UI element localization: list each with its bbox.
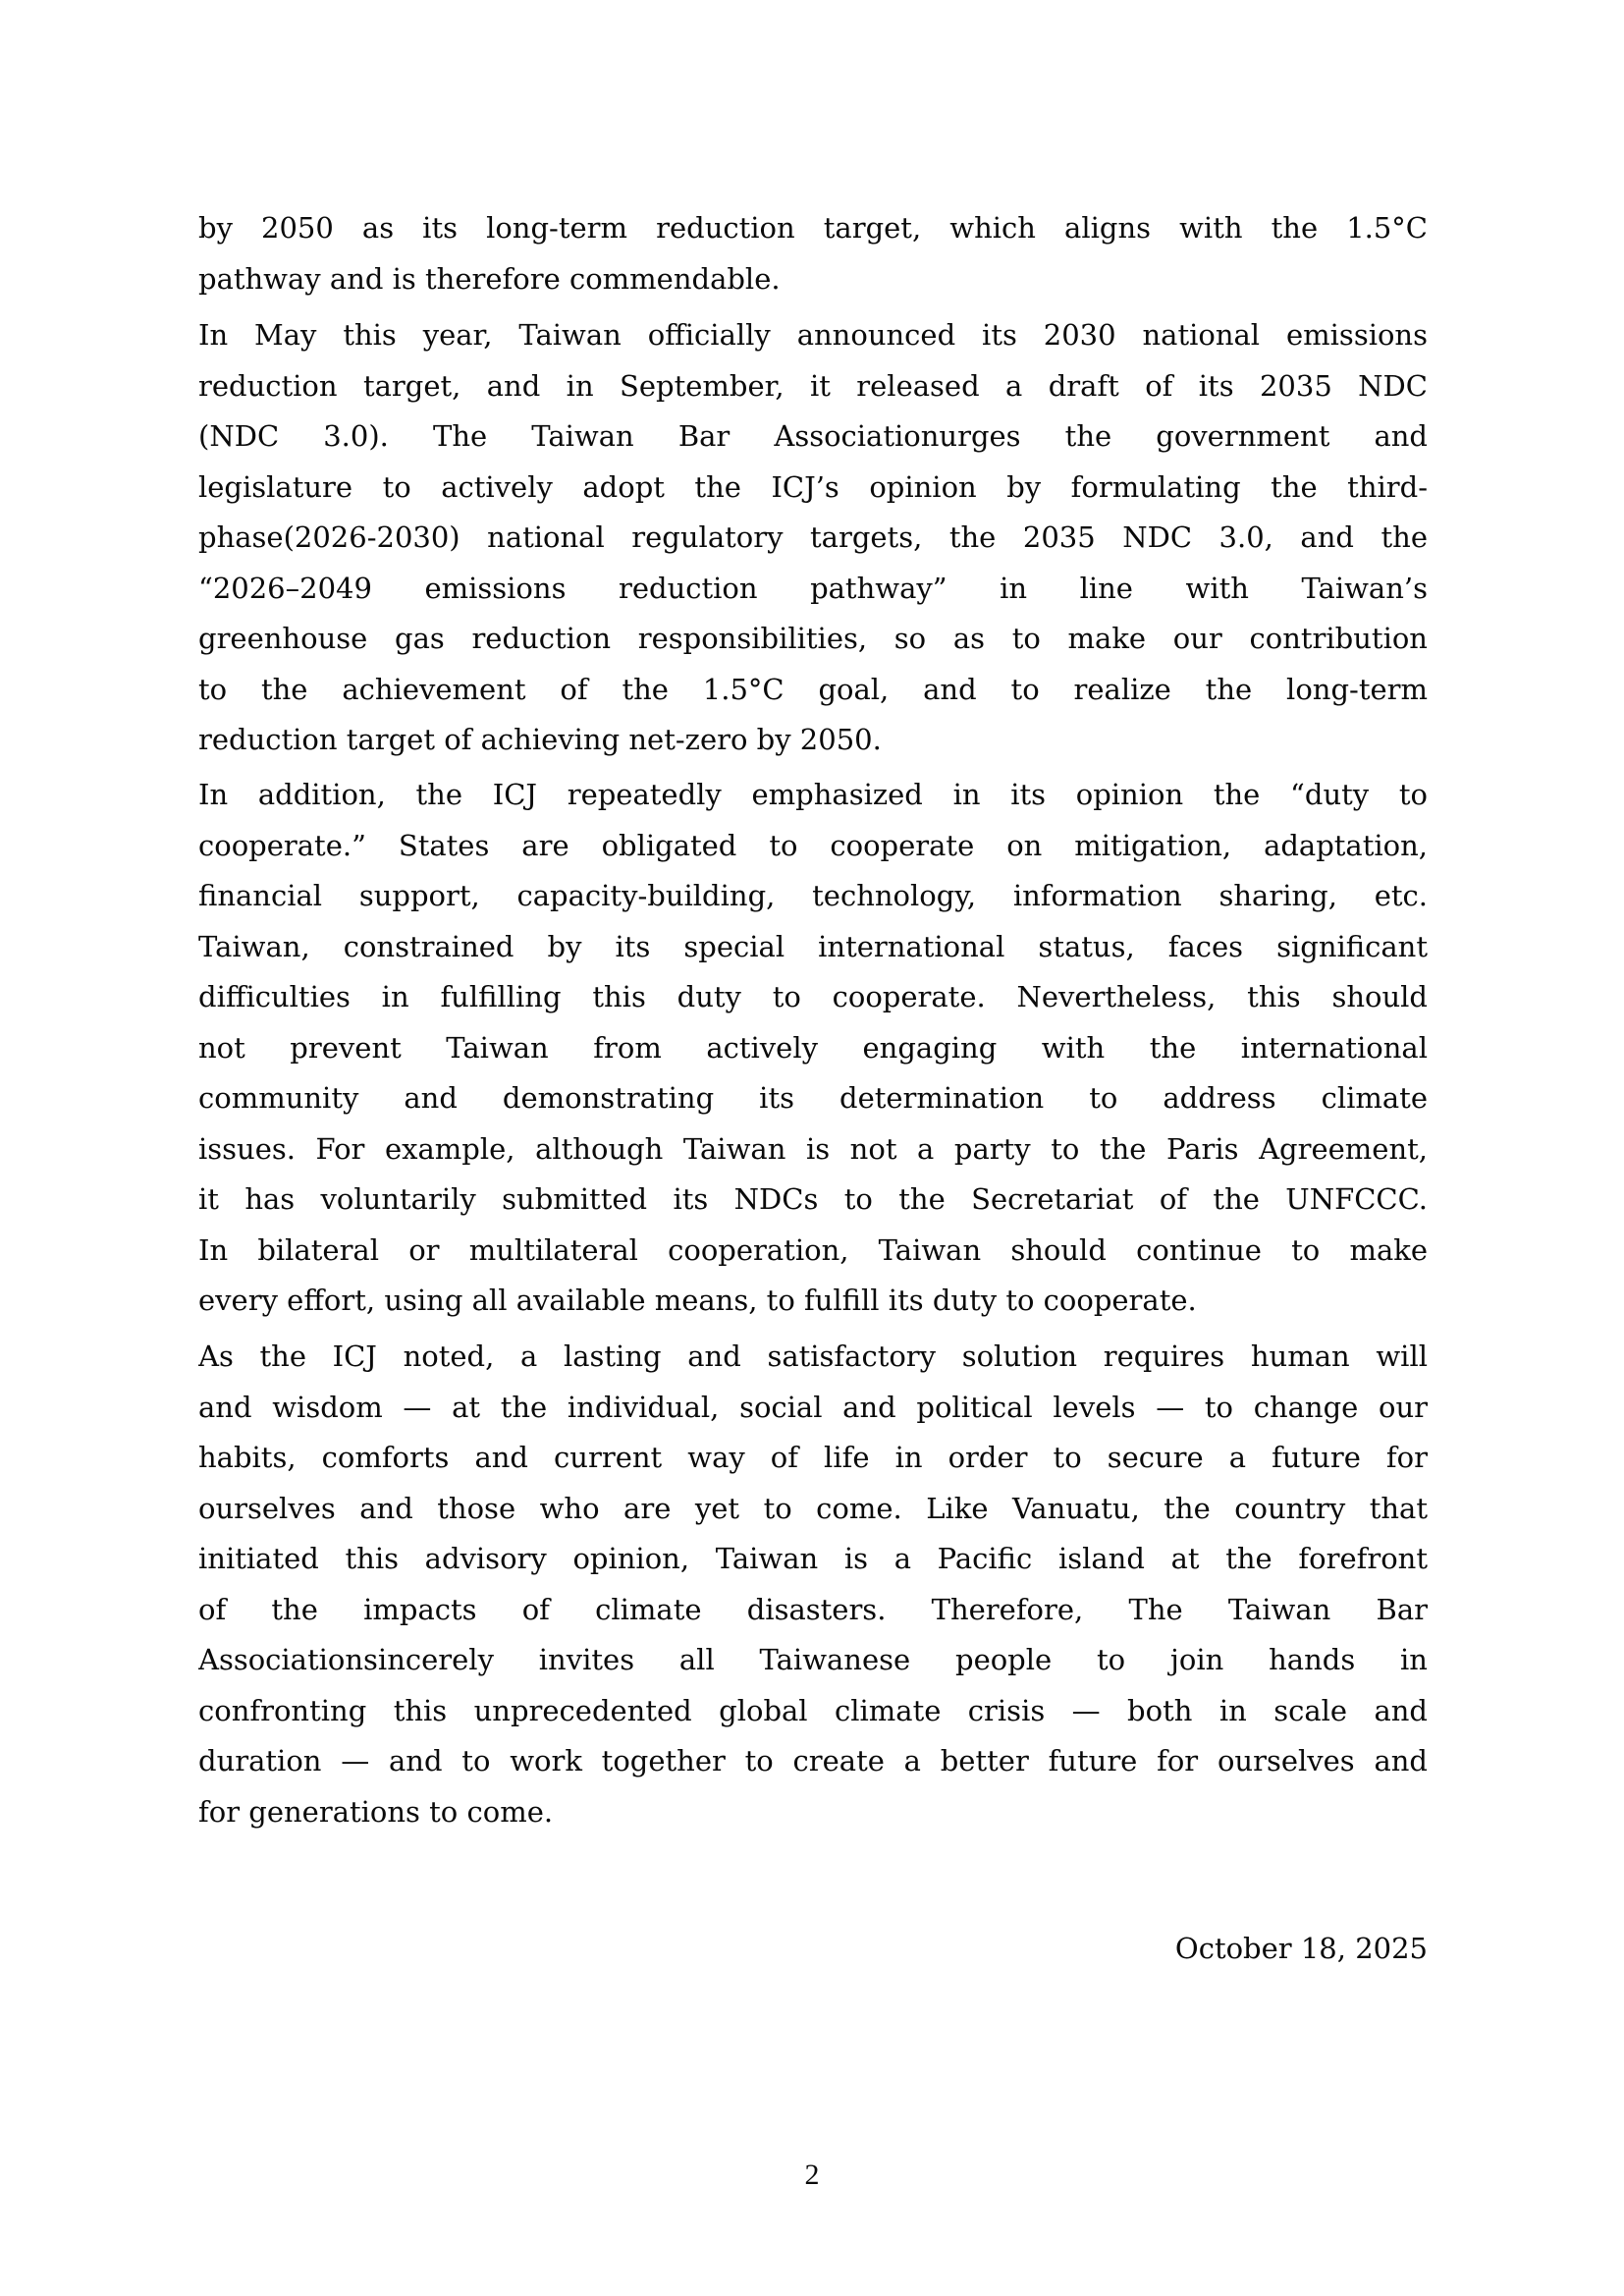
text-line: by 2050 as its long-term reduction target, which aligns with the 1.5°C (198, 211, 1428, 245)
text-line: it has voluntarily submitted its NDCs to the Secretariat of the UNFCCC. (198, 1182, 1428, 1216)
text-line: ourselves and those who are yet to come. Like Vanuatu, the country that (198, 1491, 1428, 1525)
text-line: Associationsincerely invites all Taiwanese people to join hands in (198, 1643, 1428, 1676)
text-line: “2026–2049 emissions reduction pathway” in line with Taiwan’s (198, 571, 1428, 605)
text-line: (NDC 3.0). The Taiwan Bar Associationurges the government and (198, 419, 1428, 453)
paragraph-1 (198, 203, 1428, 304)
text-line: In bilateral or multilateral cooperation, Taiwan should continue to make (198, 1232, 1428, 1267)
text-line: duration — and to work together to create a better future for ourselves and (198, 1744, 1428, 1777)
text-line: As the ICJ noted, a lasting and satisfactory solution requires human will (198, 1339, 1428, 1373)
document-date: October 18, 2025 (1174, 1932, 1428, 1965)
text-line: to the achievement of the 1.5°C goal, and to realize the long-term (198, 672, 1428, 706)
text-line: difficulties in fulfilling this duty to cooperate. Nevertheless, this should (198, 980, 1428, 1013)
text-line: Taiwan, constrained by its special international status, faces significant (198, 929, 1428, 963)
text-line: every effort, using all available means, to fulfill its duty to cooperate. (198, 1284, 1197, 1317)
text-line: reduction target of achieving net-zero by 2050. (198, 723, 882, 756)
text-line: pathway and is therefore commendable. (198, 261, 781, 296)
text-line: for generations to come. (198, 1794, 554, 1829)
text-line: initiated this advisory opinion, Taiwan is a Pacific island at the forefront (198, 1542, 1428, 1575)
text-line: confronting this unprecedented global climate crisis — both in scale and (198, 1693, 1428, 1727)
text-line: In May this year, Taiwan officially announced its 2030 national emissions (198, 318, 1428, 352)
text-line: of the impacts of climate disasters. Therefore, The Taiwan Bar (198, 1592, 1428, 1626)
text-line: cooperate.” States are obligated to cooperate on mitigation, adaptation, (198, 828, 1428, 862)
text-line: phase(2026-2030) national regulatory targets, the 2035 NDC 3.0, and the (198, 520, 1428, 554)
paragraph-4 (198, 1332, 1428, 1837)
text-line: financial support, capacity-building, technology, information sharing, etc. (198, 879, 1428, 912)
page-number: 2 (804, 2159, 820, 2191)
text-line: legislature to actively adopt the ICJ’s opinion by formulating the third- (198, 469, 1428, 504)
paragraph-2 (198, 310, 1428, 766)
text-line: and wisdom — at the individual, social and political levels — to change our (198, 1390, 1428, 1424)
text-line: In addition, the ICJ repeatedly emphasized in its opinion the “duty to (198, 778, 1428, 811)
text-line: greenhouse gas reduction responsibilities, so as to make our contribution (198, 622, 1428, 655)
paragraph-3 (198, 770, 1428, 1327)
text-line: issues. For example, although Taiwan is not a party to the Paris Agreement, (198, 1131, 1428, 1166)
text-line: not prevent Taiwan from actively engaging with the international (198, 1030, 1428, 1065)
text-line: community and demonstrating its determination to address climate (198, 1081, 1428, 1115)
text-line: reduction target, and in September, it released a draft of its 2035 NDC (198, 368, 1428, 403)
text-line: habits, comforts and current way of life in order to secure a future for (198, 1441, 1428, 1474)
